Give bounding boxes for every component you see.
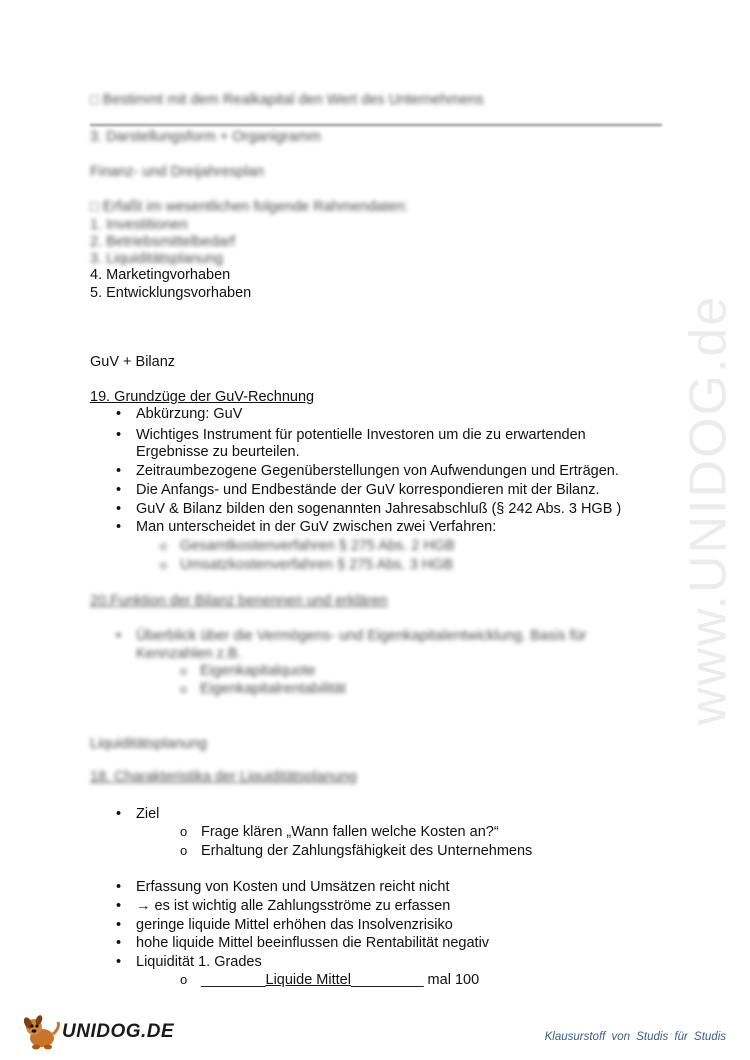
list-item: Man unterscheidet in der GuV zwischen zwei Verfahren: [136, 519, 497, 535]
bullet-glyph: • [116, 501, 122, 517]
blurred-line: Umsatzkostenverfahren § 275 Abs. 3 HGB [180, 557, 454, 573]
bullet-glyph: • [116, 519, 122, 535]
watermark-text: www.UNIDOG.de [679, 294, 737, 726]
list-item: → es ist wichtig alle Zahlungsströme zu erfassen [136, 898, 451, 914]
bullet-glyph: • [116, 406, 122, 422]
formula-line [201, 971, 479, 989]
blurred-heading: 18. Charakteristika der Liquiditätsplanung [90, 769, 357, 785]
sub-bullet-glyph: o [180, 664, 187, 678]
list-item: Ziel [136, 806, 160, 822]
bullet-glyph: • [116, 463, 122, 479]
sub-bullet-glyph: o [180, 972, 188, 987]
formula-blank: ________ [201, 972, 266, 988]
bullet-glyph: • [116, 898, 122, 914]
sub-bullet-glyph: o [160, 558, 167, 572]
horizontal-rule [90, 124, 662, 126]
blurred-line: 3. Darstellungsform + Organigramm [90, 129, 321, 145]
sub-list-item: Erhaltung der Zahlungsfähigkeit des Unternehmens [201, 843, 533, 859]
blurred-line: Finanz- und Dreijahresplan [90, 164, 265, 180]
blurred-line: □ Erfaßt im wesentlichen folgende Rahmendaten: [90, 199, 409, 215]
sub-list-item: Frage klären „Wann fallen welche Kosten an?“ [201, 824, 499, 840]
sub-bullet-glyph: o [180, 682, 187, 696]
list-item: Wichtiges Instrument für potentielle Investoren um die zu erwartenden [136, 427, 586, 443]
formula-numerator: Liquide Mittel [265, 972, 351, 988]
list-item: Die Anfangs- und Endbestände der GuV korrespondieren mit der Bilanz. [136, 482, 600, 498]
list-item: Erfassung von Kosten und Umsätzen reicht nicht [136, 879, 450, 895]
bullet-glyph: • [116, 806, 122, 822]
formula-tail: mal 100 [423, 972, 480, 988]
blurred-line: Überblick über die Vermögens- und Eigenkapitalentwicklung. Basis für [136, 628, 587, 644]
list-item: Zeitraumbezogene Gegenüberstellungen von Aufwendungen und Erträgen. [136, 463, 619, 479]
list-item: GuV & Bilanz bilden den sogenannten Jahresabschluß (§ 242 Abs. 3 HGB ) [136, 501, 622, 517]
dog-logo-icon [20, 1012, 62, 1052]
sub-bullet-glyph: o [160, 539, 167, 553]
blurred-line: Kennzahlen z.B. [136, 646, 242, 662]
blurred-line: Eigenkapitalquote [200, 663, 316, 679]
sub-bullet-glyph: o [180, 843, 188, 858]
footer-text: Klausurstoff von Studis für Studis [544, 1031, 726, 1043]
list-item: geringe liquide Mittel erhöhen das Insolvenzrisiko [136, 917, 453, 933]
blurred-line: 3. Liquiditätsplanung [90, 251, 224, 267]
list-item-continuation: Ergebnisse zu beurteilen. [136, 444, 300, 460]
list-item: 5. Entwicklungsvorhaben [90, 285, 252, 301]
section-heading-19: 19. Grundzüge der GuV-Rechnung [90, 389, 315, 405]
list-item: 4. Marketingvorhaben [90, 267, 231, 283]
blurred-line: Liquiditätsplanung [90, 736, 207, 752]
watermark [668, 280, 748, 740]
bullet-glyph: • [116, 935, 122, 951]
blurred-line: Gesamtkostenverfahren § 275 Abs. 2 HGB [180, 538, 455, 554]
blurred-line: □ Bestimmt mit dem Realkapital den Wert des Unternehmens [90, 92, 484, 108]
bullet-glyph: • [116, 628, 122, 644]
section-title: GuV + Bilanz [90, 354, 176, 370]
sub-bullet-glyph: o [180, 824, 188, 839]
bullet-glyph: • [116, 482, 122, 498]
blurred-line: Eigenkapitalrentabilität [200, 681, 346, 697]
list-item: Abkürzung: GuV [136, 406, 243, 422]
blurred-heading: 20.Funktion der Bilanz benennen und erklären [90, 593, 388, 609]
logo [20, 1012, 174, 1052]
bullet-glyph: • [116, 954, 122, 970]
bullet-glyph: • [116, 879, 122, 895]
formula-blank: _________ [350, 972, 424, 988]
logo-text: UNIDOG.DE [62, 1021, 175, 1042]
bullet-glyph: • [116, 917, 122, 933]
list-item: Liquidität 1. Grades [136, 954, 262, 970]
blurred-line: 2. Betriebsmittelbedarf [90, 234, 236, 250]
bullet-glyph: • [116, 427, 122, 443]
list-item: hohe liquide Mittel beeinflussen die Rentabilität negativ [136, 935, 490, 951]
blurred-line: 1. Investitionen [90, 217, 188, 233]
